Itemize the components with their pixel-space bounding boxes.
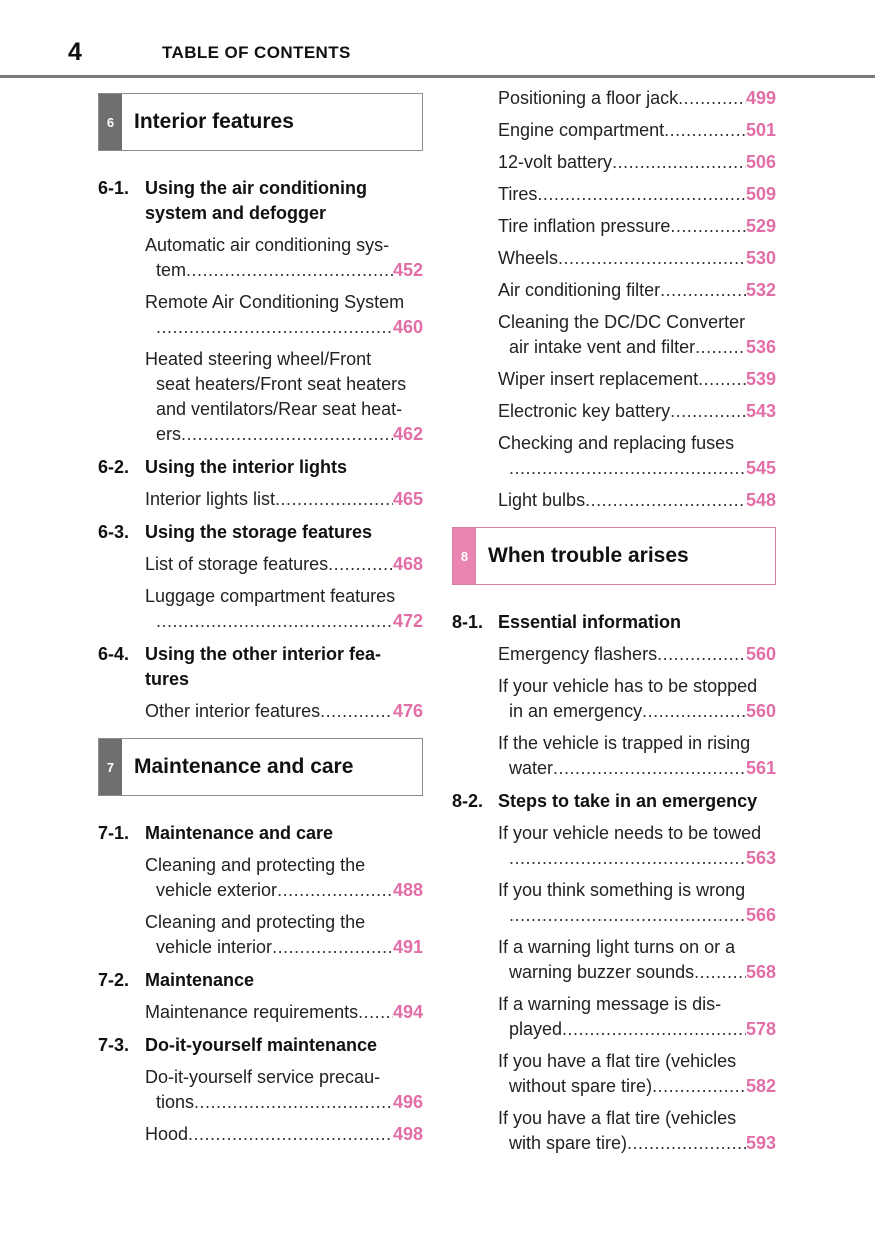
dot-leader [678,86,746,111]
page-ref[interactable]: 563 [745,848,776,868]
dot-leader [664,118,746,143]
subsection-title: Do-it-yourself maintenance [145,1035,378,1055]
entry-text: If the vehicle is trapped in rising [498,733,751,753]
entry-text: Emergency flashers [498,644,658,664]
section-number-tab: 8 [453,528,476,584]
subsection-7-3[interactable] [98,1033,423,1058]
page-ref[interactable]: 462 [392,424,423,444]
entry-text: Maintenance requirements [145,1002,359,1022]
entry-text: Interior lights list [145,489,276,509]
toc-entry[interactable] [145,1000,423,1025]
entry-text: Cleaning and protecting the [145,912,366,932]
dot-leader [553,756,746,781]
subsection-number: 7-2. [98,970,130,990]
page-ref[interactable]: 582 [745,1076,776,1096]
entry-text: Checking and replacing fuses [498,433,735,453]
entry-text: Automatic air conditioning sys- [145,235,390,255]
entry-text: If your vehicle needs to be towed [498,823,762,843]
entry-text: Cleaning the DC/DC Converter [498,312,746,332]
toc-entry[interactable] [498,246,776,271]
subsection-number: 6-4. [98,644,130,664]
section-title: Maintenance and care [134,755,354,778]
dot-leader [156,609,393,634]
toc-entry[interactable] [498,674,776,724]
toc-entry[interactable] [498,935,776,985]
section-number-tab: 6 [99,94,122,150]
page-ref[interactable]: 506 [745,152,776,172]
dot-leader [186,258,393,283]
entry-text: If a warning light turns on or a [498,937,736,957]
entry-text: Remote Air Conditioning System [145,292,405,312]
subsection-title: Steps to take in an emergency [498,791,758,811]
dot-leader [320,699,393,724]
entry-text: If you have a flat tire (vehicles [498,1051,737,1071]
toc-entry[interactable] [145,347,423,447]
entry-text: seat heaters/Front seat heaters [156,374,407,394]
toc-entry[interactable] [498,488,776,513]
page-ref[interactable]: 472 [392,611,423,631]
page-ref[interactable]: 593 [745,1133,776,1153]
dot-leader [537,182,746,207]
toc-entry[interactable] [498,367,776,392]
toc-entry[interactable] [498,642,776,667]
subsection-title: Using the interior lights [145,457,348,477]
dot-leader [694,960,746,985]
entry-text: with spare tire) [509,1133,628,1153]
subsection-number: 6-3. [98,522,130,542]
page-ref[interactable]: 545 [745,458,776,478]
dot-leader [509,903,746,928]
dot-leader [642,699,746,724]
page-ref[interactable]: 561 [745,758,776,778]
subsection-title: Using the air conditioning system and defogger [145,178,367,223]
toc-entry[interactable] [498,86,776,111]
toc-entry[interactable] [498,431,776,481]
page-ref[interactable]: 496 [392,1092,423,1112]
toc-entry[interactable] [498,310,776,360]
entry-text: tem [156,260,187,280]
entry-text: ers [156,424,182,444]
toc-entry[interactable] [145,853,423,903]
subsection-title: Using the storage features [145,522,373,542]
page-ref[interactable]: 476 [392,701,423,721]
entry-text: Other interior features [145,701,321,721]
entry-text: vehicle interior [156,937,273,957]
entry-text: air intake vent and filter [509,337,696,357]
subsection-number: 8-2. [452,791,484,811]
dot-leader [275,487,393,512]
entry-text: Engine compartment [498,120,665,140]
running-title: TABLE OF CONTENTS [162,43,351,62]
entry-text: Tires [498,184,538,204]
toc-entry[interactable] [498,214,776,239]
dot-leader [509,456,746,481]
section-title: Interior features [134,110,294,133]
page-ref[interactable]: 460 [392,317,423,337]
entry-text: warning buzzer sounds [509,962,695,982]
dot-leader [358,1000,393,1025]
toc-entry[interactable] [498,1049,776,1099]
subsection-title: Essential information [498,612,682,632]
page-ref[interactable]: 548 [745,490,776,510]
entry-text: without spare tire) [509,1076,653,1096]
entry-text: Cleaning and protecting the [145,855,366,875]
entry-text: in an emergency [509,701,643,721]
subsection-title: Maintenance and care [145,823,334,843]
subsection-number: 6-1. [98,178,130,198]
toc-entry[interactable] [498,150,776,175]
toc-entry[interactable] [498,878,776,928]
subsection-number: 7-1. [98,823,130,843]
dot-leader [156,315,393,340]
subsection-title: Using the other interior fea- tures [145,644,382,689]
dot-leader [181,422,393,447]
toc-entry[interactable] [498,278,776,303]
page-ref[interactable]: 491 [392,937,423,957]
toc-entry[interactable] [145,1122,423,1147]
toc-entry[interactable] [145,487,423,512]
toc-entry[interactable] [145,290,423,340]
entry-text: Air conditioning filter [498,280,661,300]
dot-leader [612,150,746,175]
subsection-8-2[interactable] [452,789,776,814]
subsection-number: 7-3. [98,1035,130,1055]
dot-leader [277,878,393,903]
page-ref[interactable]: 530 [745,248,776,268]
section-number-tab: 7 [99,739,122,795]
toc-entry[interactable] [498,731,776,781]
page-ref[interactable]: 578 [745,1019,776,1039]
page-ref[interactable]: 566 [745,905,776,925]
entry-text: Light bulbs [498,490,586,510]
section-title: When trouble arises [488,544,689,567]
dot-leader [660,278,746,303]
entry-text: Do-it-yourself service precau- [145,1067,381,1087]
page-ref[interactable]: 498 [392,1124,423,1144]
dot-leader [657,642,746,667]
subsection-6-4[interactable] [98,642,423,692]
entry-text: Positioning a floor jack [498,88,679,108]
page-ref[interactable]: 465 [392,489,423,509]
section-6-header[interactable] [98,93,423,151]
subsection-number: 6-2. [98,457,130,477]
dot-leader [562,1017,746,1042]
page-ref[interactable]: 560 [745,644,776,664]
subsection-number: 8-1. [452,612,484,632]
dot-leader [194,1090,393,1115]
dot-leader [585,488,746,513]
page-ref[interactable]: 468 [392,554,423,574]
subsection-7-2[interactable] [98,968,423,993]
entry-text: If you have a flat tire (vehicles [498,1108,737,1128]
entry-text: If a warning message is dis- [498,994,722,1014]
subsection-6-3[interactable] [98,520,423,545]
page-number: 4 [68,38,82,66]
left-column [98,86,423,1147]
subsection-6-1[interactable] [98,176,423,226]
entry-text: Electronic key battery [498,401,671,421]
page-ref[interactable]: 509 [745,184,776,204]
page-ref[interactable]: 488 [392,880,423,900]
dot-leader [188,1122,393,1147]
toc-entry[interactable] [145,699,423,724]
toc-entry[interactable] [498,118,776,143]
entry-text: If your vehicle has to be stopped [498,676,758,696]
entry-text: Wheels [498,248,559,268]
subsection-6-2[interactable] [98,455,423,480]
page-ref[interactable]: 532 [745,280,776,300]
toc-entry[interactable] [145,1065,423,1115]
page-ref[interactable]: 501 [745,120,776,140]
dot-leader [328,552,393,577]
dot-leader [670,399,746,424]
dot-leader [558,246,746,271]
entry-text: vehicle exterior [156,880,278,900]
page-ref[interactable]: 494 [392,1002,423,1022]
right-column [452,86,776,1156]
dot-leader [670,214,746,239]
page-ref[interactable]: 529 [745,216,776,236]
dot-leader [627,1131,746,1156]
dot-leader [652,1074,746,1099]
entry-text: tions [156,1092,195,1112]
page-ref[interactable]: 560 [745,701,776,721]
section-8-header[interactable] [452,527,776,585]
page-ref[interactable]: 543 [745,401,776,421]
dot-leader [272,935,393,960]
toc-entry[interactable] [145,233,423,283]
section-7-header[interactable] [98,738,423,796]
page-ref[interactable]: 568 [745,962,776,982]
dot-leader [695,335,746,360]
page-ref[interactable]: 536 [745,337,776,357]
toc-entry[interactable] [145,584,423,634]
entry-text: If you think something is wrong [498,880,746,900]
entry-text: water [509,758,554,778]
dot-leader [698,367,746,392]
entry-text: 12-volt battery [498,152,613,172]
dot-leader [509,846,746,871]
toc-entry[interactable] [498,182,776,207]
toc-entry[interactable] [498,399,776,424]
entry-text: Hood [145,1124,189,1144]
subsection-7-1[interactable] [98,821,423,846]
entry-text: Tire inflation pressure [498,216,671,236]
toc-entry[interactable] [145,910,423,960]
toc-entry[interactable] [498,992,776,1042]
page-ref[interactable]: 499 [745,88,776,108]
header-rule [0,75,875,78]
toc-entry[interactable] [145,552,423,577]
page-ref[interactable]: 452 [392,260,423,280]
toc-entry[interactable] [498,821,776,871]
entry-text: Heated steering wheel/Front [145,349,372,369]
subsection-title: Maintenance [145,970,255,990]
subsection-8-1[interactable] [452,610,776,635]
entry-text: Luggage compartment features [145,586,396,606]
entry-text: List of storage features [145,554,329,574]
toc-entry[interactable] [498,1106,776,1156]
entry-text: and ventilators/Rear seat heat- [156,399,403,419]
entry-text: Wiper insert replacement [498,369,699,389]
entry-text: played [509,1019,563,1039]
page-ref[interactable]: 539 [745,369,776,389]
